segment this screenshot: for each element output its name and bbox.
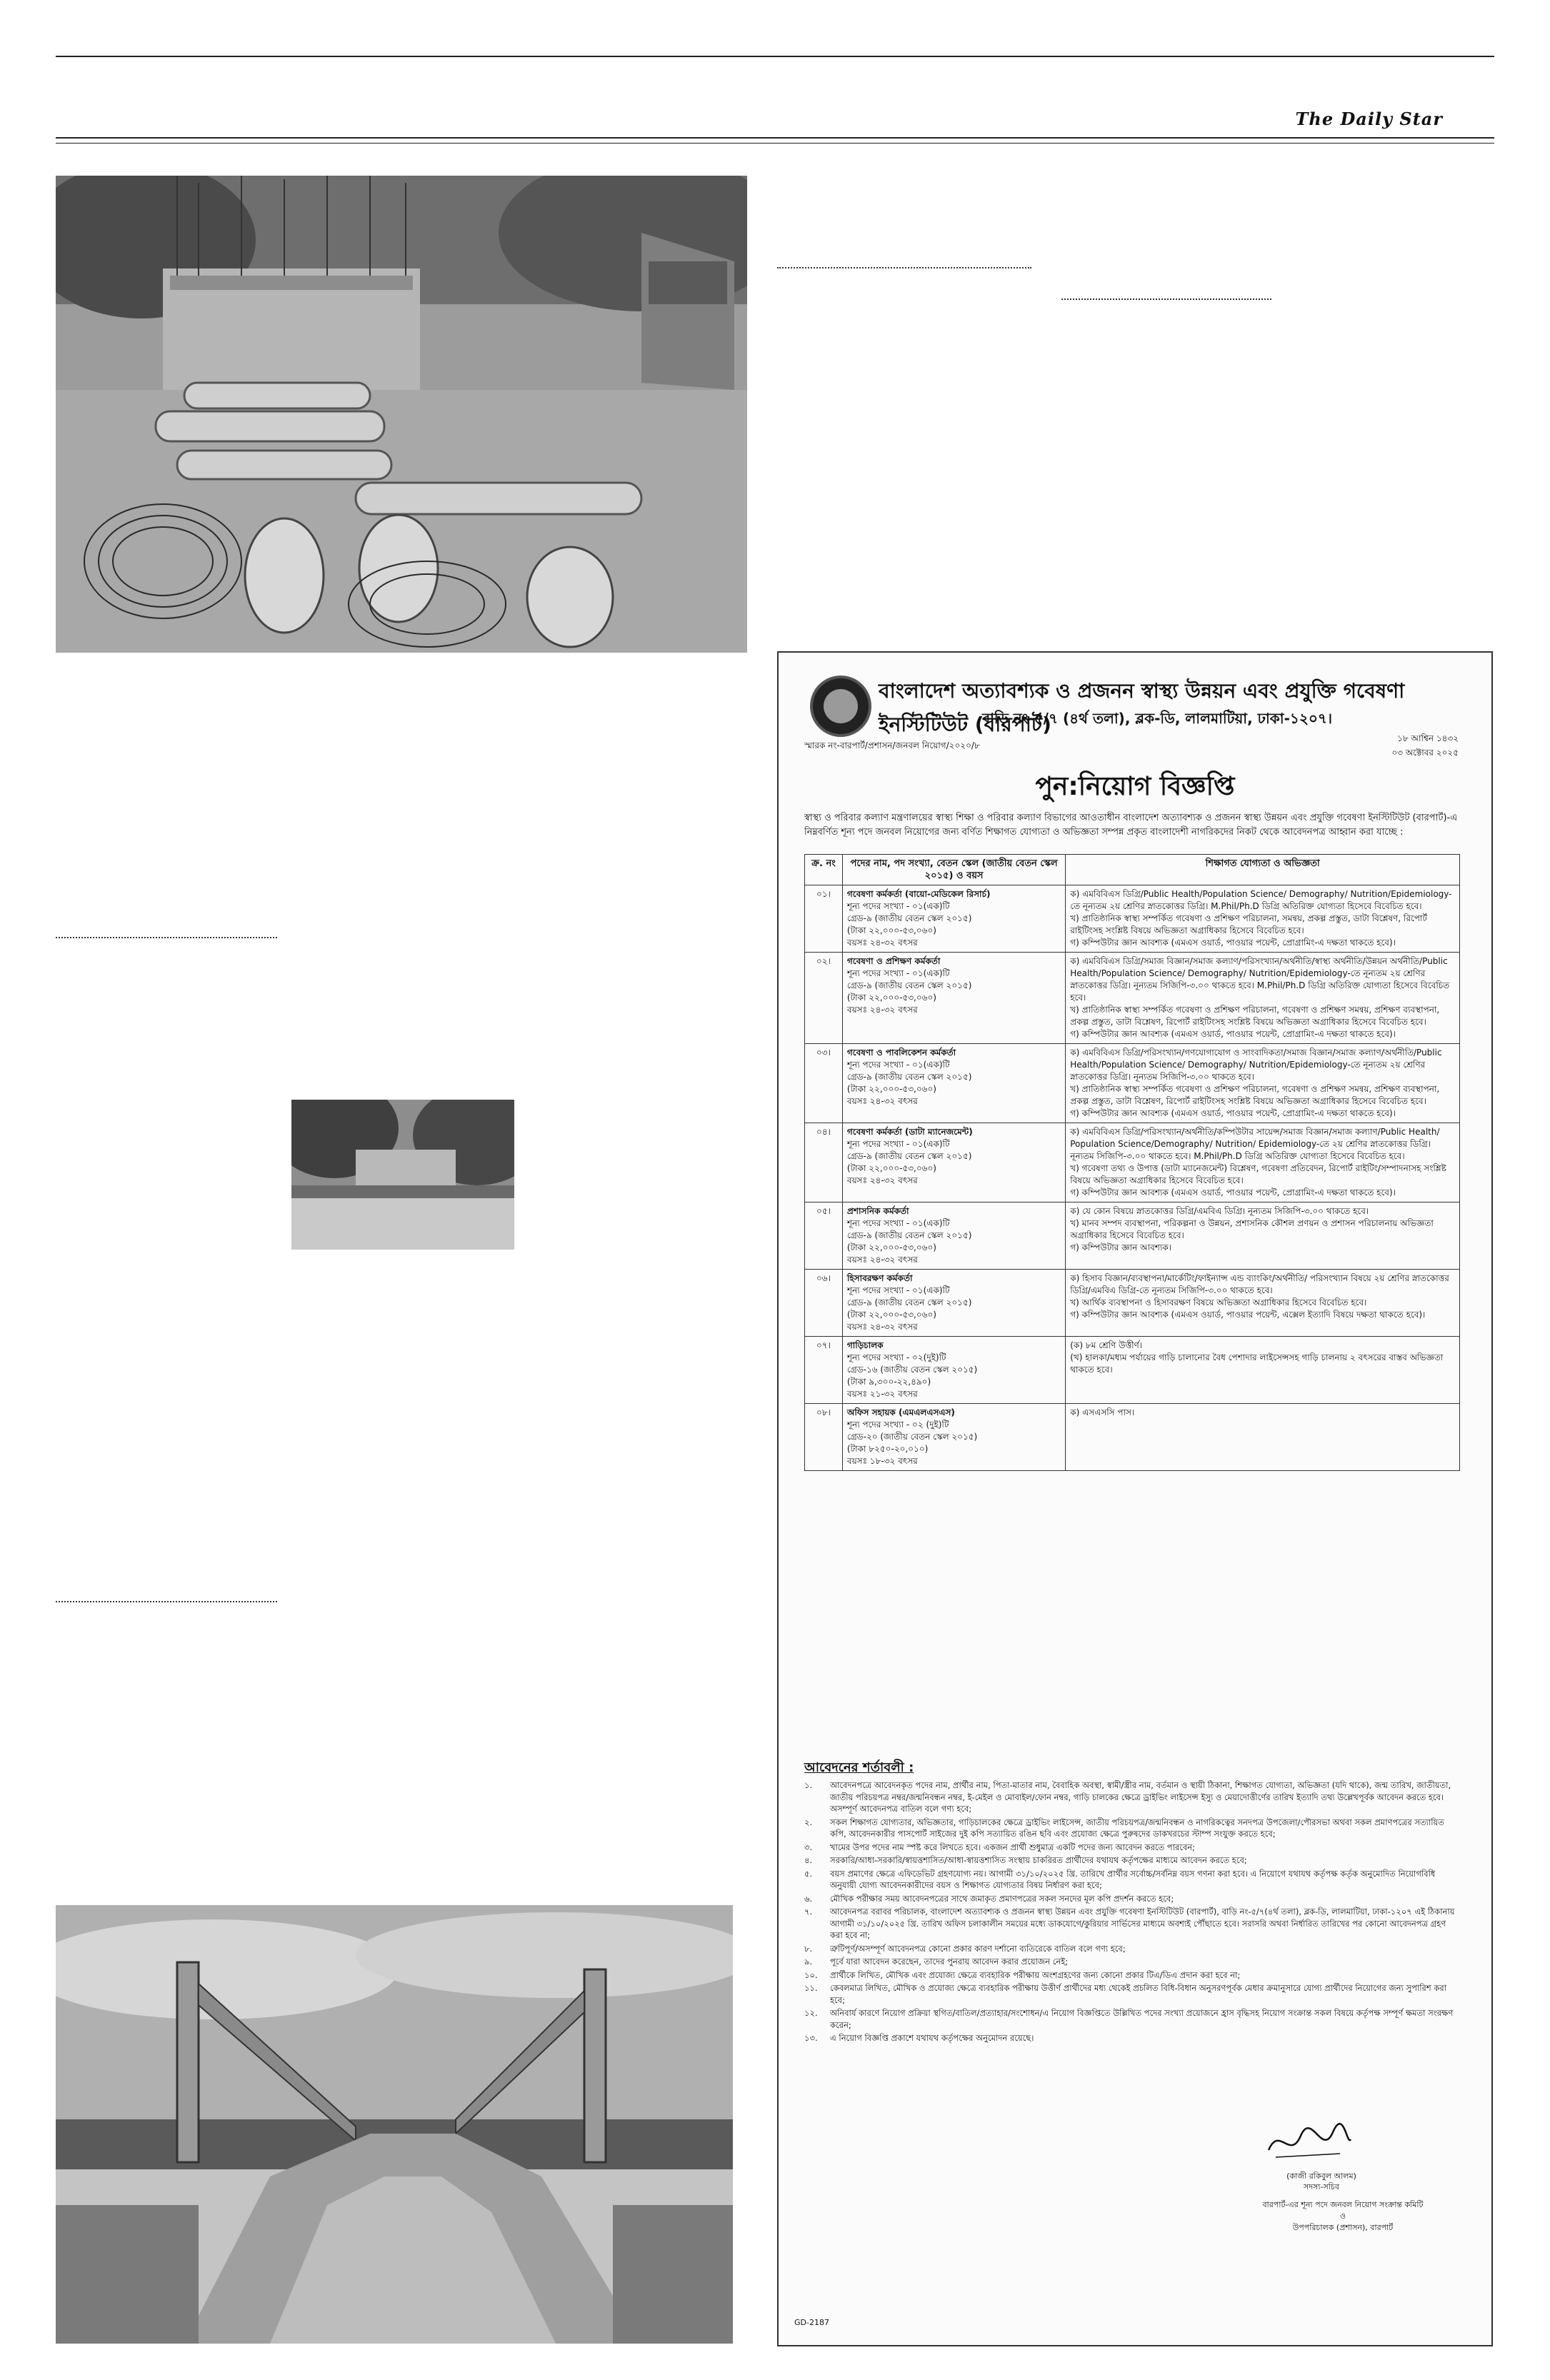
post-detail: (টাকা ৯,৩০০-২২,৪৯০)	[846, 1377, 931, 1387]
term-item	[804, 1906, 1460, 1942]
post-detail: (টাকা ২২,০০০-৫৩,০৬০)	[846, 1310, 936, 1320]
post-title: গবেষণা কর্মকর্তা (বায়ো-মেডিকেল রিসার্চ)	[846, 889, 991, 899]
qualification-item: গ) কম্পিউটার জ্ঞান আবশ্যক (এমএস ওয়ার্ড, পাওয়ার পয়েন্ট, প্রোগ্রামিং-এ দক্ষতা থাকতে হবে)।	[1070, 1188, 1396, 1197]
post-detail: (টাকা ২২,০০০-৫৩,০৬০)	[846, 1084, 936, 1094]
signatory-role: সদস্য-সচিব	[1304, 2182, 1339, 2191]
divider-dotted-3	[56, 937, 277, 938]
term-item	[804, 1969, 1460, 1982]
term-number: ১০.	[804, 1969, 818, 1980]
masthead: The Daily Star	[1295, 109, 1443, 129]
term-item	[804, 1842, 1460, 1854]
post-detail: শূন্য পদের সংখ্যা - ০১(এক)টি	[846, 1139, 950, 1149]
posts-table	[804, 854, 1460, 1471]
post-serial: ০৭।	[805, 1337, 843, 1404]
post-qualifications	[1066, 953, 1460, 1044]
qualification-item: খ) প্রাতিষ্ঠানিক স্বাস্থ্য সম্পর্কিত গবেষণা ও প্রশিক্ষণ পরিচালনা, সমন্বয়, প্রকল্প প্রস্তুত, ডাটা বিশ্লেষণ, রিপোর্ট রাইটিংসহ সংশ্লিষ্ট বিষয়ে অভিজ্ঞতা অগ্রাধিকার হিসেবে বিবেচিত হবে।	[1070, 913, 1427, 935]
term-text: অনিবার্য কারণে নিয়োগ প্রক্রিয়া স্থগিত/বাতিল/প্রত্যাহার/সংশোধন/এ নিয়োগ বিজ্ঞপ্তিতে উল্লিখিত পদের সংখ্যা প্রয়োজনে হ্রাস বৃদ্ধিসহ নিয়োগ সংক্রান্ত সকল বিষয়ে কর্তৃপক্ষ সম্পূর্ণ ক্ষমতা সংরক্ষণ করেন;	[830, 2008, 1454, 2030]
qualification-item: ক) এমবিবিএস ডিগ্রি/পরিসংখ্যান/অর্থনীতি/কম্পিউটার সায়েন্স/সমাজ বিজ্ঞান/সমাজ কল্যাণ/Public Health/ Population Science/Demography/ Nutrition/ Epidemiology-তে ২য় শ্রেণির স্নাতকোত্তর ডিগ্রি। নূন্যতম সিজিপি-৩.০০ থাকতে হবে। M.Phil/Ph.D ডিগ্রি অতিরিক্ত যোগ্যতা হিসেবে বিবেচিত হবে।	[1070, 1127, 1440, 1161]
qualification-item: খ) আর্থিক ব্যবস্থাপনা ও হিসাবরক্ষণ বিষয়ে অভিজ্ঞতা অগ্রাধিকার হিসেবে বিবেচিত হবে।	[1070, 1297, 1367, 1307]
post-serial: ০২।	[805, 953, 843, 1044]
term-item	[804, 1868, 1460, 1892]
post-detail: গ্রেড-৯ (জাতীয় বেতন স্কেল ২০১৫)	[846, 913, 972, 923]
post-title: হিসাবরক্ষণ কর্মকর্তা	[846, 1273, 913, 1283]
qualification-item: গ) কম্পিউটার জ্ঞান আবশ্যক।	[1070, 1242, 1172, 1252]
term-number: ২.	[804, 1817, 813, 1827]
post-detail: শূন্য পদের সংখ্যা - ০১(এক)টি	[846, 901, 950, 911]
post-serial: ০৪।	[805, 1123, 843, 1202]
term-text: আবেদনপত্রে আবেদনকৃত পদের নাম, প্রার্থীর নাম, পিতা-মাতার নাম, বৈবাহিক অবস্থা, স্বামী/স্ত্রীর নাম, বর্তমান ও স্থায়ী ঠিকানা, শিক্ষাগত যোগ্যতা, অভিজ্ঞতা (যদি থাকে), জন্ম তারিখ, জাতীয়তা, জাতীয় পরিচয়পত্র নম্বর/জন্মনিবন্ধন নম্বর, ই-মেইল ও মোবাইল/ফোন নম্বর, গাড়ি চালকের ক্ষেত্রে ড্রাইভিং লাইসেন্স ইস্যু ও মেয়াদোত্তীর্ণের তারিখ ইত্যাদি তথ্য উল্লেখপূর্বক আবেদন করতে হবে। অসম্পূর্ণ আবেদনপত্র বাতিল বলে গণ্য হবে;	[830, 1780, 1451, 1814]
term-number: ৬.	[804, 1893, 813, 1904]
qualification-item: গ) কম্পিউটার জ্ঞান আবশ্যক (এমএস ওয়ার্ড, পাওয়ার পয়েন্ট, প্রোগ্রামিং-এ দক্ষতা থাকতে হবে)।	[1070, 1029, 1396, 1039]
organization-logo	[810, 676, 871, 737]
term-number: ৩.	[804, 1842, 813, 1852]
term-item	[804, 1943, 1460, 1955]
qualification-item: (ক) ৮ম শ্রেণি উত্তীর্ণ।	[1070, 1340, 1143, 1350]
term-number: ৪.	[804, 1855, 813, 1865]
post-detail: (টাকা ২২,০০০-৫৩,০৬০)	[846, 993, 936, 1003]
post-title: গবেষণা ও পাবলিকেশন কর্মকর্তা	[846, 1048, 956, 1058]
term-text: পূর্বে যারা আবেদন করেছেন, তাদের পুনরায় আবেদন করার প্রয়োজন নেই;	[830, 1957, 1069, 1967]
term-item	[804, 1854, 1460, 1867]
term-text: খামের উপর পদের নাম স্পষ্ট করে লিখতে হবে। একজন প্রার্থী শুধুমাত্র একটি পদের জন্য আবেদন করতে পারবেন;	[830, 1842, 1196, 1852]
post-info	[842, 953, 1065, 1044]
post-detail: গ্রেড-৯ (জাতীয় বেতন স্কেল ২০১৫)	[846, 1072, 972, 1082]
term-item	[804, 1982, 1460, 2006]
post-detail: গ্রেড-৯ (জাতীয় বেতন স্কেল ২০১৫)	[846, 980, 972, 990]
gd-code: GD-2187	[794, 2318, 829, 2327]
post-row	[805, 885, 1460, 953]
post-qualifications	[1066, 1337, 1460, 1404]
post-qualifications	[1066, 1123, 1460, 1202]
posts-table-header	[805, 855, 1460, 885]
post-detail: বয়সঃ ২৪-৩২ বৎসর	[846, 1175, 918, 1185]
date-gregorian: ০৩ অক্টোবর ২০২৫	[1391, 748, 1459, 758]
post-detail: শূন্য পদের সংখ্যা - ০২(দুই)টি	[846, 1352, 946, 1362]
header-rule-bottom	[56, 143, 1494, 144]
term-text: মৌখিক পরীক্ষার সময় আবেদনপত্রের সাথে জমাকৃত প্রমাণপত্রের সকল সনদের মূল কপি প্রদর্শন করতে হবে;	[830, 1893, 1174, 1904]
bridge-photo	[56, 1905, 733, 2344]
term-text: আবেদনপত্র বরাবর পরিচালক, বাংলাদেশ অত্যাবশ্যক ও প্রজনন স্বাস্থ্য উন্নয়ন এবং প্রযুক্তি গবেষণা ইনস্টিটিউট (বারপার্ট), বাড়ি নং-৫/৭(৪র্থ তলা), ব্লক-ডি, লালমাটিয়া, ঢাকা-১২০৭ এই ঠিকানায় আগামী ৩১/১০/২০২৫ খ্রি. তারিখ অফিস চলাকালীন সময়ের মধ্যে ডাকযোগে/কুরিয়ার সার্ভিসের মাধ্যমে অবশ্যই পৌঁছাতে হবে। সরাসরি অথবা নির্ধারিত তারিখের পর কোনো আবেদনপত্র গ্রহণ করা হবে না;	[830, 1907, 1455, 1940]
post-row	[805, 1337, 1460, 1404]
term-item	[804, 2032, 1460, 2044]
post-serial: ০৮।	[805, 1404, 843, 1471]
committee-block	[1207, 2199, 1479, 2234]
divider-dotted-2	[1061, 298, 1271, 300]
signatory	[1250, 2171, 1393, 2192]
post-detail: বয়সঃ ১৮-৩২ বৎসর	[846, 1456, 918, 1466]
post-detail: বয়সঃ ২৪-৩২ বৎসর	[846, 1096, 918, 1106]
post-detail: (টাকা ২২,০০০-৫৩,০৬০)	[846, 1163, 936, 1173]
divider-dotted-4	[56, 1601, 277, 1602]
term-number: ৭.	[804, 1907, 813, 1917]
date-bangla: ১৮ আশ্বিন ১৪৩২	[1397, 733, 1459, 743]
header-serial: ক্র. নং	[805, 855, 843, 885]
term-number: ৯.	[804, 1957, 813, 1967]
term-number: ৮.	[804, 1943, 813, 1954]
header-rule-top	[56, 137, 1494, 139]
post-qualifications	[1066, 1202, 1460, 1270]
post-detail: বয়সঃ ২১-৩২ বৎসর	[846, 1389, 918, 1399]
post-qualifications	[1066, 1270, 1460, 1337]
post-serial: ০১।	[805, 885, 843, 953]
construction-photo	[56, 176, 747, 653]
post-row	[805, 1044, 1460, 1123]
term-item	[804, 1893, 1460, 1905]
post-detail: শূন্য পদের সংখ্যা - ০২ (দুই)টি	[846, 1420, 949, 1430]
post-serial: ০৩।	[805, 1044, 843, 1123]
reference-number: স্মারক নং-বারপার্ট/প্রশাসন/জনবল নিয়োগ/২০২০/৮	[804, 740, 980, 750]
post-detail: শূন্য পদের সংখ্যা - ০১(এক)টি	[846, 1285, 950, 1295]
post-detail: বয়সঃ ২৪-৩২ বৎসর	[846, 1255, 918, 1265]
term-number: ১.	[804, 1780, 813, 1790]
term-number: ১২.	[804, 2008, 818, 2018]
term-text: প্রার্থীকে লিখিত, মৌখিক এবং প্রযোজ্য ক্ষেত্রে ব্যবহারিক পরীক্ষায় অংশগ্রহণের জন্য কোনো প্রকার টিএ/ডিএ প্রদান করা হবে না;	[830, 1969, 1241, 1980]
advertisement-intro: স্বাস্থ্য ও পরিবার কল্যাণ মন্ত্রণালয়ের স্বাস্থ্য শিক্ষা ও পরিবার কল্যাণ বিভাগের আওতাধীন বাংলাদেশ অত্যাবশ্যক ও প্রজনন স্বাস্থ্য উন্নয়ন এবং প্রযুক্তি গবেষণা ইনস্টিটিউট (বারপার্ট)-এ নিম্নবর্ণিত শূন্য পদে জনবল নিয়োগের জন্য বর্ণিত শিক্ষাগত যোগ্যতা ও অভিজ্ঞতা সম্পন্ন প্রকৃত বাংলাদেশী নাগরিকদের নিকট থেকে আবেদনপত্র আহ্বান করা যাচ্ছে :	[804, 813, 1458, 838]
term-item	[804, 1779, 1460, 1815]
post-qualifications	[1066, 1404, 1460, 1471]
job-advertisement	[777, 651, 1493, 2346]
term-number: ৫.	[804, 1868, 813, 1879]
post-title: গাড়িচালক	[846, 1340, 884, 1350]
qualification-item: (খ) হালকা/মধ্যম পর্যায়ের গাড়ি চালানোর বৈধ পেশাদার লাইসেন্সসহ গাড়ি চালনায় ২ বৎসরের বাস্তব অভিজ্ঞতা থাকতে হবে।	[1070, 1352, 1444, 1375]
qualification-item: গ) কম্পিউটার জ্ঞান আবশ্যক (এমএস ওয়ার্ড, পাওয়ার পয়েন্ট, এক্সেল ইত্যাদি বিষয়ে দক্ষতা থাকতে হবে)।	[1070, 1310, 1426, 1320]
post-serial: ০৬।	[805, 1270, 843, 1337]
term-item	[804, 2007, 1460, 2031]
term-number: ১১.	[804, 1983, 818, 1993]
term-text: সকল শিক্ষাগত যোগ্যতার, অভিজ্ঞতার, গাড়িচালকের ক্ষেত্রে ড্রাইভিং লাইসেন্স, জাতীয় পরিচয়পত্র/জন্মনিবন্ধন ও নাগরিকত্বের সনদপত্র উপজেলা/পৌরসভা অথবা সকল প্রমাণপত্রের সত্যায়িত কপি, আবেদনকারীর পাসপোর্ট সাইজের দুই কপি সত্যায়িত রঙিন ছবি এবং প্রযোজ্য ক্ষেত্রে পুরুষদের ডাকখরচের স্টাম্প সংযুক্ত করতে হবে;	[830, 1817, 1444, 1839]
post-detail: শূন্য পদের সংখ্যা - ০১(এক)টি	[846, 1218, 950, 1228]
qualification-item: খ) মানব সম্পদ ব্যবস্থাপনা, পরিকল্পনা ও উন্নয়ন, প্রশাসনিক কৌশল প্রণয়ন ও প্রশাসন পরিচালনায় অভিজ্ঞতা অগ্রাধিকার হিসেবে বিবেচিত হবে।	[1070, 1218, 1434, 1240]
post-detail: (টাকা ২২,০০০-৫৩,০৬০)	[846, 925, 936, 935]
header-post: পদের নাম, পদ সংখ্যা, বেতন স্কেল (জাতীয় বেতন স্কেল ২০১৫) ও বয়স	[842, 855, 1065, 885]
term-text: কেবলমাত্র লিখিত, মৌখিক ও প্রযোজ্য ক্ষেত্রে ব্যবহারিক পরীক্ষায় উত্তীর্ণ প্রার্থীদের মধ্য থেকেই প্রচলিত বিধি-বিধান অনুসরণপূর্বক মেধার ক্রমানুসারে যোগ্য প্রার্থীদের নিয়োগের জন্য সুপারিশ করা হবে;	[830, 1983, 1447, 2005]
post-info	[842, 1404, 1065, 1471]
term-text: সরকারি/আধা-সরকারি/স্বায়ত্তশাসিত/আধা-স্বায়ত্তশাসিত সংস্থায় চাকরিরত প্রার্থীদের যথাযথ কর্তৃপক্ষের মাধ্যমে আবেদন করতে হবে;	[830, 1855, 1247, 1865]
qualification-item: গ) কম্পিউটার জ্ঞান আবশ্যক (এমএস ওয়ার্ড, পাওয়ার পয়েন্ট, প্রোগ্রামিং-এ দক্ষতা থাকতে হবে)।	[1070, 1108, 1396, 1118]
post-row	[805, 953, 1460, 1044]
signature-scribble	[1261, 2118, 1354, 2168]
top-rule	[56, 56, 1494, 57]
post-info	[842, 885, 1065, 953]
post-title: অফিস সহায়ক (এমএলএসএস)	[846, 1407, 955, 1417]
terms-list	[804, 1779, 1460, 2046]
post-detail: (টাকা ৮২৫০-২০,০১০)	[846, 1444, 929, 1454]
post-row	[805, 1123, 1460, 1202]
river-inset-photo	[291, 1100, 514, 1250]
qualification-item: ক) এমবিবিএস ডিগ্রি/পরিসংখ্যান/গণযোগাযোগ ও সাংবাদিকতা/সমাজ বিজ্ঞান/সমাজ কল্যাণ/অর্থনীতি/Public Health/Population Science/ Demography/ Nutrition/Epidemiology-তে নূন্যতম ২য় শ্রেণির স্নাতকোত্তর ডিগ্রি। নূন্যতম সিজিপি-৩.০০ থাকতে হবে।	[1070, 1048, 1442, 1082]
post-detail: বয়সঃ ২৪-৩২ বৎসর	[846, 1322, 918, 1332]
committee-name: বারপার্ট-এর শূন্য পদে জনবল নিয়োগ সংক্রান্ত কমিটি	[1262, 2200, 1424, 2209]
post-detail: গ্রেড-৯ (জাতীয় বেতন স্কেল ২০১৫)	[846, 1230, 972, 1240]
post-detail: বয়সঃ ২৪-৩২ বৎসর	[846, 1005, 918, 1015]
term-item	[804, 1817, 1460, 1840]
post-title: প্রশাসনিক কর্মকর্তা	[846, 1206, 909, 1216]
post-detail: শূন্য পদের সংখ্যা - ০১(এক)টি	[846, 968, 950, 978]
header-qualification: শিক্ষাগত যোগ্যতা ও অভিজ্ঞতা	[1066, 855, 1460, 885]
post-info	[842, 1202, 1065, 1270]
qualification-item: ক) হিসাব বিজ্ঞান/ব্যবস্থাপনা/মার্কেটিং/ফাইন্যান্স এন্ড ব্যাংকিং/অর্থনীতি/ পরিসংখ্যান বিষয়ে ২য় শ্রেণির স্নাতকোত্তর ডিগ্রি/এমবিএ ডিগ্রি-তে নূন্যতম সিজিপি-৩.০০ থাকতে হবে।	[1070, 1273, 1449, 1295]
post-serial: ০৫।	[805, 1202, 843, 1270]
term-text: ত্রুটিপূর্ণ/অসম্পূর্ণ আবেদনপত্র কোনো প্রকার কারণ দর্শানো ব্যতিরেকে বাতিল বলে গণ্য হবে;	[830, 1943, 1126, 1954]
post-detail: বয়সঃ ২৪-৩২ বৎসর	[846, 938, 918, 948]
post-info	[842, 1270, 1065, 1337]
signatory-name: (কাজী রকিবুল আলম)	[1286, 2171, 1356, 2181]
organization-name: বাংলাদেশ অত্যাবশ্যক ও প্রজনন স্বাস্থ্য উন্নয়ন এবং প্রযুক্তি গবেষণা ইনস্টিটিউট (বারপার্ট)	[879, 679, 1405, 736]
committee-role: উপপরিচালক (প্রশাসন), বারপার্ট	[1292, 2223, 1394, 2232]
post-row	[805, 1202, 1460, 1270]
post-detail: গ্রেড-২০ (জাতীয় বেতন স্কেল ২০১৫)	[846, 1432, 978, 1442]
divider-dotted-1	[777, 267, 1031, 268]
term-text: এ নিয়োগ বিজ্ঞপ্তি প্রকাশে যথাযথ কর্তৃপক্ষের অনুমোদন রয়েছে।	[830, 2033, 1034, 2043]
term-number: ১৩.	[804, 2033, 818, 2043]
qualification-item: গ) কম্পিউটার জ্ঞান আবশ্যক (এমএস ওয়ার্ড, পাওয়ার পয়েন্ট, প্রোগ্রামিং-এ দক্ষতা থাকতে হবে)।	[1070, 938, 1396, 948]
post-row	[805, 1404, 1460, 1471]
qualification-item: খ) প্রাতিষ্ঠানিক স্বাস্থ্য সম্পর্কিত গবেষণা ও প্রশিক্ষণ পরিচালনা, গবেষণা ও প্রশিক্ষণ সমন্বয়, প্রশিক্ষণ ব্যবস্থাপনা, প্রকল্প প্রস্তুত, ডাটা বিশ্লেষণ, রিপোর্ট রাইটিংসহ সংশ্লিষ্ট বিষয়ে অভিজ্ঞতা অগ্রাধিকার হিসেবে বিবেচিত হবে।	[1070, 1084, 1440, 1106]
organization-address: বাড়ি নং-৫/৭ (৪র্থ তলা), ব্লক-ডি, লালমাটিয়া, ঢাকা-১২০৭।	[981, 710, 1333, 727]
qualification-item: ক) এমবিবিএস ডিগ্রি/সমাজ বিজ্ঞান/সমাজ কল্যাণ/পরিসংখ্যান/অর্থনীতি/স্বাস্থ্য অর্থনীতি/উন্নয়ন অর্থনীতি/Public Health/Population Science/ Demography/ Nutrition/Epidemiology-তে নূন্যতম ২য় শ্রেণির স্নাতকোত্তর ডিগ্রি। নূন্যতম সিজিপি-৩.০০ থাকতে হবে। M.Phil/Ph.D ডিগ্রি অতিরিক্ত যোগ্যতা হিসেবে বিবেচিত হবে।	[1070, 956, 1450, 1003]
post-detail: শূন্য পদের সংখ্যা - ০১(এক)টি	[846, 1060, 950, 1070]
post-title: গবেষণা ও প্রশিক্ষণ কর্মকর্তা	[846, 956, 941, 966]
post-row	[805, 1270, 1460, 1337]
advertisement-title: পুন:নিয়োগ বিজ্ঞপ্তি	[1035, 772, 1235, 801]
advertisement-date	[1391, 731, 1459, 760]
term-item	[804, 1956, 1460, 1968]
post-detail: গ্রেড-৯ (জাতীয় বেতন স্কেল ২০১৫)	[846, 1297, 972, 1307]
post-title: গবেষণা কর্মকর্তা (ডাটা ম্যানেজমেন্ট)	[846, 1127, 973, 1137]
qualification-item: ক) এসএসসি পাস।	[1070, 1407, 1135, 1417]
post-info	[842, 1044, 1065, 1123]
post-detail: গ্রেড-১৬ (জাতীয় বেতন স্কেল ২০১৫)	[846, 1365, 978, 1375]
qualification-item: ক) এমবিবিএস ডিগ্রি/Public Health/Population Science/ Demography/ Nutrition/Epidemiology-তে নূন্যতম ২য় শ্রেণির স্নাতকোত্তর ডিগ্রি। M.Phil/Ph.D ডিগ্রি অতিরিক্ত যোগ্যতা হিসেবে বিবেচিত হবে।	[1070, 889, 1452, 911]
qualification-item: ক) যে কোন বিষয়ে স্নাতকোত্তর ডিগ্রি/এমবিএ ডিগ্রি। নূন্যতম সিজিপি-৩.০০ থাকতে হবে।	[1070, 1206, 1369, 1216]
post-detail: গ্রেড-৯ (জাতীয় বেতন স্কেল ২০১৫)	[846, 1151, 972, 1161]
committee-and: ও	[1339, 2211, 1346, 2221]
qualification-item: খ) গবেষণা তথ্য ও উপাত্ত (ডাটা ম্যানেজমেন্ট) বিশ্লেষণ, গবেষণা প্রতিবেদন, রিপোর্ট রাইটিং/সম্পাদনাসহ সংশ্লিষ্ট বিষয়ে অভিজ্ঞতা অগ্রাধিকার হিসেবে বিবেচিত হবে।	[1070, 1163, 1446, 1185]
post-qualifications	[1066, 885, 1460, 953]
post-qualifications	[1066, 1044, 1460, 1123]
post-info	[842, 1337, 1065, 1404]
qualification-item: খ) প্রাতিষ্ঠানিক স্বাস্থ্য সম্পর্কিত গবেষণা ও প্রশিক্ষণ পরিচালনা, গবেষণা ও প্রশিক্ষণ সমন্বয়, প্রশিক্ষণ ব্যবস্থাপনা, প্রকল্প প্রস্তুত, ডাটা বিশ্লেষণ, রিপোর্ট রাইটিংসহ সংশ্লিষ্ট বিষয়ে অভিজ্ঞতা অগ্রাধিকার হিসেবে বিবেচিত হবে।	[1070, 1005, 1440, 1027]
term-text: বয়স প্রমাণের ক্ষেত্রে এফিডেভিট গ্রহণযোগ্য নয়। আগামী ৩১/১০/২০২৫ খ্রি. তারিখে প্রার্থীর সর্বোচ্চ/সর্বনিম্ন বয়স গণনা করা হবে। এ নিয়োগে যথাযথ কর্তৃপক্ষ কর্তৃক অনুমোদিত নিয়োগবিধি অনুযায়ী যোগ্য আবেদনকারীদের বয়স ও শিক্ষাগত যোগ্যতার বিষয় নির্ধারণ করা হবে;	[830, 1868, 1436, 1890]
terms-title: আবেদনের শর্তাবলী :	[804, 1760, 914, 1775]
post-detail: (টাকা ২২,০০০-৫৩,০৬০)	[846, 1242, 936, 1252]
post-info	[842, 1123, 1065, 1202]
